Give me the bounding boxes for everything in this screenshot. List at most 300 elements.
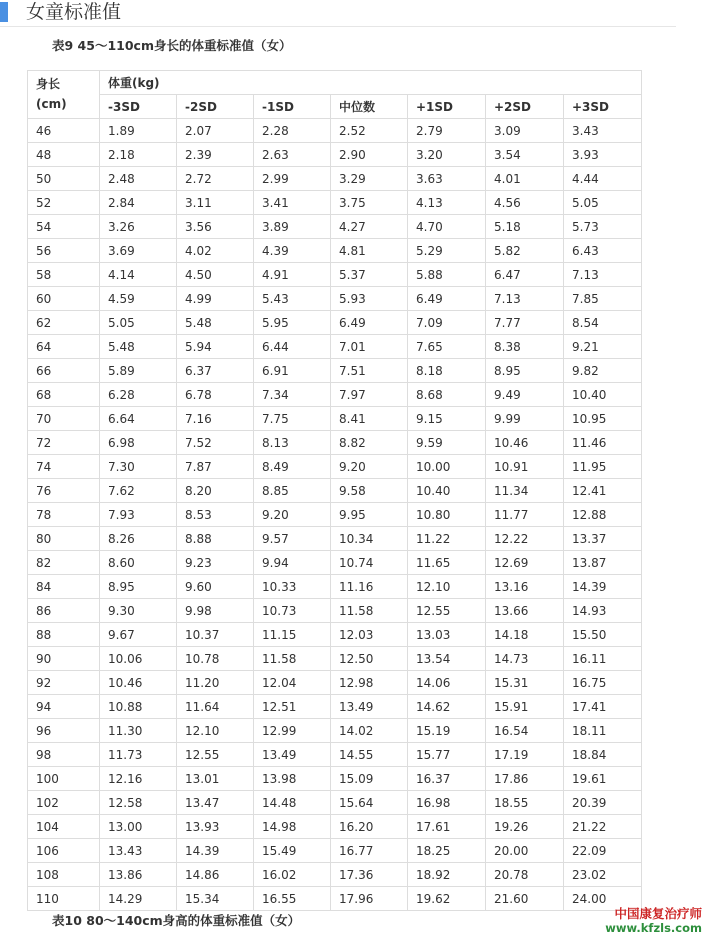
watermark-url: www.kfzls.com xyxy=(605,921,702,935)
weight-cell: 3.63 xyxy=(408,167,486,191)
weight-cell: 13.54 xyxy=(408,647,486,671)
weight-cell: 15.64 xyxy=(331,791,408,815)
watermark-site-name: 中国康复治疗师 xyxy=(614,906,702,921)
weight-cell: 5.73 xyxy=(564,215,642,239)
table-row xyxy=(28,887,642,911)
weight-cell: 15.34 xyxy=(177,887,254,911)
weight-cell: 9.20 xyxy=(254,503,331,527)
weight-cell: 3.26 xyxy=(100,215,177,239)
weight-cell: 17.86 xyxy=(486,767,564,791)
weight-cell: 8.85 xyxy=(254,479,331,503)
weight-cell: 13.01 xyxy=(177,767,254,791)
weight-cell: 12.51 xyxy=(254,695,331,719)
column-header: +2SD xyxy=(486,95,564,119)
weight-cell: 4.59 xyxy=(100,287,177,311)
weight-cell: 9.95 xyxy=(331,503,408,527)
weight-cell: 11.15 xyxy=(254,623,331,647)
weight-cell: 14.18 xyxy=(486,623,564,647)
length-cell: 72 xyxy=(28,431,100,455)
weight-cell: 14.48 xyxy=(254,791,331,815)
weight-cell: 13.43 xyxy=(100,839,177,863)
weight-cell: 6.44 xyxy=(254,335,331,359)
weight-cell: 13.93 xyxy=(177,815,254,839)
length-cell: 48 xyxy=(28,143,100,167)
weight-cell: 13.49 xyxy=(331,695,408,719)
weight-cell: 15.09 xyxy=(331,767,408,791)
weight-cell: 1.89 xyxy=(100,119,177,143)
weight-cell: 3.89 xyxy=(254,215,331,239)
weight-cell: 5.89 xyxy=(100,359,177,383)
weight-cell: 7.87 xyxy=(177,455,254,479)
weight-cell: 3.43 xyxy=(564,119,642,143)
length-cell: 106 xyxy=(28,839,100,863)
weight-cell: 4.70 xyxy=(408,215,486,239)
length-cell: 54 xyxy=(28,215,100,239)
weight-cell: 8.20 xyxy=(177,479,254,503)
weight-cell: 8.82 xyxy=(331,431,408,455)
weight-cell: 9.94 xyxy=(254,551,331,575)
weight-cell: 6.47 xyxy=(486,263,564,287)
table-row xyxy=(28,527,642,551)
weight-cell: 17.96 xyxy=(331,887,408,911)
weight-cell: 13.03 xyxy=(408,623,486,647)
length-cell: 110 xyxy=(28,887,100,911)
length-cell: 80 xyxy=(28,527,100,551)
weight-cell: 20.00 xyxy=(486,839,564,863)
weight-cell: 2.52 xyxy=(331,119,408,143)
weight-cell: 12.98 xyxy=(331,671,408,695)
table-row xyxy=(28,839,642,863)
weight-cell: 13.66 xyxy=(486,599,564,623)
weight-cell: 5.48 xyxy=(177,311,254,335)
weight-cell: 9.98 xyxy=(177,599,254,623)
weight-cell: 3.54 xyxy=(486,143,564,167)
table-row xyxy=(28,167,642,191)
length-cell: 86 xyxy=(28,599,100,623)
table-row xyxy=(28,263,642,287)
weight-cell: 12.69 xyxy=(486,551,564,575)
weight-cell: 10.73 xyxy=(254,599,331,623)
weight-cell: 14.06 xyxy=(408,671,486,695)
length-cell: 46 xyxy=(28,119,100,143)
weight-cell: 12.99 xyxy=(254,719,331,743)
weight-cell: 9.20 xyxy=(331,455,408,479)
length-cell: 64 xyxy=(28,335,100,359)
weight-cell: 21.60 xyxy=(486,887,564,911)
weight-cell: 8.88 xyxy=(177,527,254,551)
weight-cell: 11.95 xyxy=(564,455,642,479)
weight-cell: 7.62 xyxy=(100,479,177,503)
weight-cell: 8.53 xyxy=(177,503,254,527)
weight-cell: 7.52 xyxy=(177,431,254,455)
weight-cell: 6.43 xyxy=(564,239,642,263)
weight-cell: 15.91 xyxy=(486,695,564,719)
length-cell: 50 xyxy=(28,167,100,191)
weight-cell: 14.29 xyxy=(100,887,177,911)
weight-cell: 15.77 xyxy=(408,743,486,767)
table-row xyxy=(28,215,642,239)
table-row xyxy=(28,239,642,263)
weight-cell: 4.14 xyxy=(100,263,177,287)
column-header: +1SD xyxy=(408,95,486,119)
weight-cell: 6.37 xyxy=(177,359,254,383)
weight-cell: 11.65 xyxy=(408,551,486,575)
site-watermark xyxy=(605,906,702,936)
weight-cell: 12.10 xyxy=(408,575,486,599)
weight-cell: 12.03 xyxy=(331,623,408,647)
column-header: -3SD xyxy=(100,95,177,119)
column-header: -1SD xyxy=(254,95,331,119)
weight-cell: 17.36 xyxy=(331,863,408,887)
weight-cell: 9.49 xyxy=(486,383,564,407)
weight-cell: 16.55 xyxy=(254,887,331,911)
table-row xyxy=(28,647,642,671)
weight-cell: 14.62 xyxy=(408,695,486,719)
weight-cell: 4.27 xyxy=(331,215,408,239)
weight-cell: 10.33 xyxy=(254,575,331,599)
weight-cell: 4.39 xyxy=(254,239,331,263)
weight-cell: 14.39 xyxy=(177,839,254,863)
length-cell: 92 xyxy=(28,671,100,695)
weight-cell: 9.30 xyxy=(100,599,177,623)
weight-cell: 5.95 xyxy=(254,311,331,335)
weight-cell: 2.48 xyxy=(100,167,177,191)
weight-cell: 11.46 xyxy=(564,431,642,455)
weight-cell: 10.74 xyxy=(331,551,408,575)
table-row xyxy=(28,287,642,311)
weight-cell: 9.21 xyxy=(564,335,642,359)
weight-cell: 6.49 xyxy=(331,311,408,335)
weight-cell: 8.38 xyxy=(486,335,564,359)
header-row xyxy=(28,71,642,95)
weight-cell: 16.75 xyxy=(564,671,642,695)
table-row xyxy=(28,863,642,887)
weight-cell: 12.10 xyxy=(177,719,254,743)
weight-cell: 11.58 xyxy=(254,647,331,671)
weight-cell: 16.20 xyxy=(331,815,408,839)
weight-cell: 14.98 xyxy=(254,815,331,839)
length-cell: 56 xyxy=(28,239,100,263)
weight-cell: 12.88 xyxy=(564,503,642,527)
weight-cell: 16.11 xyxy=(564,647,642,671)
weight-cell: 17.19 xyxy=(486,743,564,767)
weight-cell: 10.88 xyxy=(100,695,177,719)
weight-header: 体重(kg) xyxy=(100,71,642,95)
weight-cell: 10.40 xyxy=(408,479,486,503)
page-title: 女童标准值 xyxy=(26,1,122,23)
weight-cell: 13.16 xyxy=(486,575,564,599)
weight-cell: 3.69 xyxy=(100,239,177,263)
table-caption: 表9 45～110cm身长的体重标准值（女） xyxy=(52,38,292,53)
weight-cell: 10.34 xyxy=(331,527,408,551)
length-cell: 84 xyxy=(28,575,100,599)
weight-cell: 2.72 xyxy=(177,167,254,191)
weight-cell: 9.15 xyxy=(408,407,486,431)
table-row xyxy=(28,671,642,695)
weight-cell: 4.01 xyxy=(486,167,564,191)
length-header-label: 身长 xyxy=(36,77,61,91)
length-header xyxy=(28,71,100,119)
length-cell: 90 xyxy=(28,647,100,671)
length-cell: 76 xyxy=(28,479,100,503)
weight-cell: 13.37 xyxy=(564,527,642,551)
weight-cell: 11.77 xyxy=(486,503,564,527)
table-row xyxy=(28,599,642,623)
weight-cell: 10.80 xyxy=(408,503,486,527)
weight-cell: 11.20 xyxy=(177,671,254,695)
weight-cell: 20.39 xyxy=(564,791,642,815)
weight-cell: 4.56 xyxy=(486,191,564,215)
weight-cell: 10.00 xyxy=(408,455,486,479)
column-header: -2SD xyxy=(177,95,254,119)
weight-cell: 14.55 xyxy=(331,743,408,767)
weight-cell: 9.58 xyxy=(331,479,408,503)
weight-cell: 12.50 xyxy=(331,647,408,671)
table-row xyxy=(28,695,642,719)
weight-cell: 7.77 xyxy=(486,311,564,335)
weight-cell: 7.09 xyxy=(408,311,486,335)
table-row xyxy=(28,311,642,335)
table-row xyxy=(28,575,642,599)
table-row xyxy=(28,143,642,167)
weight-cell: 10.95 xyxy=(564,407,642,431)
weight-cell: 3.29 xyxy=(331,167,408,191)
weight-cell: 2.28 xyxy=(254,119,331,143)
length-cell: 82 xyxy=(28,551,100,575)
table-row xyxy=(28,551,642,575)
weight-cell: 12.55 xyxy=(177,743,254,767)
weight-cell: 8.68 xyxy=(408,383,486,407)
length-cell: 68 xyxy=(28,383,100,407)
weight-cell: 4.50 xyxy=(177,263,254,287)
weight-cell: 9.67 xyxy=(100,623,177,647)
weight-cell: 3.56 xyxy=(177,215,254,239)
weight-cell: 6.64 xyxy=(100,407,177,431)
weight-cell: 15.31 xyxy=(486,671,564,695)
weight-cell: 5.93 xyxy=(331,287,408,311)
weight-cell: 13.98 xyxy=(254,767,331,791)
length-cell: 100 xyxy=(28,767,100,791)
weight-cell: 7.34 xyxy=(254,383,331,407)
weight-cell: 5.94 xyxy=(177,335,254,359)
weight-standard-table xyxy=(27,70,642,911)
table-row xyxy=(28,431,642,455)
weight-cell: 5.88 xyxy=(408,263,486,287)
weight-cell: 18.55 xyxy=(486,791,564,815)
weight-cell: 11.73 xyxy=(100,743,177,767)
weight-cell: 11.22 xyxy=(408,527,486,551)
weight-cell: 4.99 xyxy=(177,287,254,311)
weight-cell: 19.61 xyxy=(564,767,642,791)
weight-cell: 8.60 xyxy=(100,551,177,575)
weight-cell: 13.87 xyxy=(564,551,642,575)
length-header-unit: (cm) xyxy=(36,97,67,111)
weight-cell: 10.40 xyxy=(564,383,642,407)
weight-cell: 14.39 xyxy=(564,575,642,599)
weight-cell: 7.97 xyxy=(331,383,408,407)
weight-cell: 16.77 xyxy=(331,839,408,863)
table-row xyxy=(28,503,642,527)
weight-cell: 5.05 xyxy=(564,191,642,215)
weight-cell: 3.11 xyxy=(177,191,254,215)
weight-cell: 12.41 xyxy=(564,479,642,503)
weight-cell: 17.61 xyxy=(408,815,486,839)
weight-cell: 17.41 xyxy=(564,695,642,719)
weight-cell: 4.91 xyxy=(254,263,331,287)
weight-cell: 5.18 xyxy=(486,215,564,239)
weight-cell: 2.39 xyxy=(177,143,254,167)
weight-cell: 7.13 xyxy=(564,263,642,287)
weight-cell: 14.86 xyxy=(177,863,254,887)
weight-cell: 2.84 xyxy=(100,191,177,215)
weight-cell: 16.37 xyxy=(408,767,486,791)
table-row xyxy=(28,359,642,383)
length-cell: 70 xyxy=(28,407,100,431)
length-cell: 88 xyxy=(28,623,100,647)
weight-cell: 18.25 xyxy=(408,839,486,863)
length-cell: 52 xyxy=(28,191,100,215)
weight-cell: 5.43 xyxy=(254,287,331,311)
weight-cell: 6.91 xyxy=(254,359,331,383)
weight-cell: 12.04 xyxy=(254,671,331,695)
length-cell: 108 xyxy=(28,863,100,887)
weight-cell: 7.01 xyxy=(331,335,408,359)
table-row xyxy=(28,479,642,503)
section-heading xyxy=(0,0,676,27)
length-cell: 74 xyxy=(28,455,100,479)
length-cell: 78 xyxy=(28,503,100,527)
weight-cell: 15.19 xyxy=(408,719,486,743)
weight-cell: 16.02 xyxy=(254,863,331,887)
weight-cell: 10.78 xyxy=(177,647,254,671)
weight-cell: 19.62 xyxy=(408,887,486,911)
weight-cell: 18.92 xyxy=(408,863,486,887)
weight-cell: 10.46 xyxy=(100,671,177,695)
weight-cell: 4.44 xyxy=(564,167,642,191)
weight-cell: 12.55 xyxy=(408,599,486,623)
weight-cell: 13.49 xyxy=(254,743,331,767)
weight-cell: 11.30 xyxy=(100,719,177,743)
weight-cell: 7.75 xyxy=(254,407,331,431)
table-row xyxy=(28,743,642,767)
weight-cell: 11.16 xyxy=(331,575,408,599)
table-row xyxy=(28,455,642,479)
weight-cell: 16.98 xyxy=(408,791,486,815)
weight-cell: 6.28 xyxy=(100,383,177,407)
weight-cell: 24.00 xyxy=(564,887,642,911)
weight-cell: 13.00 xyxy=(100,815,177,839)
weight-cell: 8.49 xyxy=(254,455,331,479)
weight-cell: 5.48 xyxy=(100,335,177,359)
weight-cell: 3.93 xyxy=(564,143,642,167)
sd-header-row xyxy=(28,95,642,119)
weight-cell: 10.37 xyxy=(177,623,254,647)
length-cell: 66 xyxy=(28,359,100,383)
column-header: +3SD xyxy=(564,95,642,119)
weight-cell: 21.22 xyxy=(564,815,642,839)
weight-cell: 12.16 xyxy=(100,767,177,791)
weight-cell: 8.41 xyxy=(331,407,408,431)
weight-cell: 3.09 xyxy=(486,119,564,143)
length-cell: 96 xyxy=(28,719,100,743)
weight-cell: 9.59 xyxy=(408,431,486,455)
weight-cell: 18.84 xyxy=(564,743,642,767)
weight-cell: 10.46 xyxy=(486,431,564,455)
weight-cell: 11.58 xyxy=(331,599,408,623)
weight-cell: 7.16 xyxy=(177,407,254,431)
table-row xyxy=(28,623,642,647)
table-row xyxy=(28,719,642,743)
weight-cell: 7.51 xyxy=(331,359,408,383)
weight-cell: 7.65 xyxy=(408,335,486,359)
weight-cell: 19.26 xyxy=(486,815,564,839)
weight-cell: 15.50 xyxy=(564,623,642,647)
table-row xyxy=(28,791,642,815)
weight-cell: 9.60 xyxy=(177,575,254,599)
weight-cell: 6.78 xyxy=(177,383,254,407)
weight-cell: 5.37 xyxy=(331,263,408,287)
weight-cell: 7.13 xyxy=(486,287,564,311)
weight-cell: 4.02 xyxy=(177,239,254,263)
weight-cell: 15.49 xyxy=(254,839,331,863)
table-body xyxy=(28,119,642,911)
weight-cell: 13.86 xyxy=(100,863,177,887)
weight-cell: 8.95 xyxy=(100,575,177,599)
table-row xyxy=(28,767,642,791)
weight-cell: 9.57 xyxy=(254,527,331,551)
weight-cell: 6.98 xyxy=(100,431,177,455)
weight-cell: 2.90 xyxy=(331,143,408,167)
weight-cell: 4.13 xyxy=(408,191,486,215)
weight-cell: 7.30 xyxy=(100,455,177,479)
weight-cell: 9.82 xyxy=(564,359,642,383)
weight-cell: 16.54 xyxy=(486,719,564,743)
table-row xyxy=(28,383,642,407)
weight-cell: 2.63 xyxy=(254,143,331,167)
weight-cell: 23.02 xyxy=(564,863,642,887)
weight-cell: 11.34 xyxy=(486,479,564,503)
weight-cell: 22.09 xyxy=(564,839,642,863)
heading-accent-bar xyxy=(0,2,8,22)
weight-cell: 2.99 xyxy=(254,167,331,191)
length-cell: 98 xyxy=(28,743,100,767)
weight-cell: 12.22 xyxy=(486,527,564,551)
weight-cell: 2.07 xyxy=(177,119,254,143)
weight-cell: 3.41 xyxy=(254,191,331,215)
length-cell: 60 xyxy=(28,287,100,311)
weight-cell: 2.18 xyxy=(100,143,177,167)
weight-cell: 18.11 xyxy=(564,719,642,743)
table-row xyxy=(28,815,642,839)
weight-cell: 14.02 xyxy=(331,719,408,743)
weight-cell: 5.29 xyxy=(408,239,486,263)
weight-cell: 14.73 xyxy=(486,647,564,671)
weight-cell: 12.58 xyxy=(100,791,177,815)
weight-cell: 11.64 xyxy=(177,695,254,719)
weight-cell: 10.06 xyxy=(100,647,177,671)
length-cell: 58 xyxy=(28,263,100,287)
weight-cell: 9.99 xyxy=(486,407,564,431)
weight-cell: 3.75 xyxy=(331,191,408,215)
weight-cell: 2.79 xyxy=(408,119,486,143)
weight-cell: 7.93 xyxy=(100,503,177,527)
weight-cell: 8.13 xyxy=(254,431,331,455)
weight-cell: 8.18 xyxy=(408,359,486,383)
length-cell: 102 xyxy=(28,791,100,815)
table-row xyxy=(28,407,642,431)
length-cell: 62 xyxy=(28,311,100,335)
weight-cell: 20.78 xyxy=(486,863,564,887)
